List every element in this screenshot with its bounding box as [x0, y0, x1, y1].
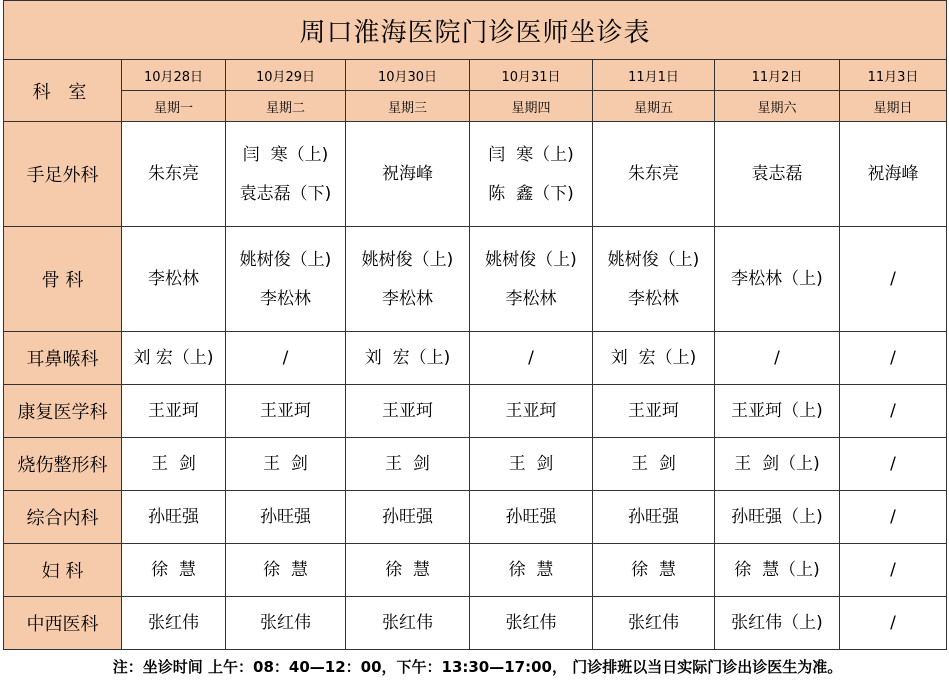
- doctor-cell: [122, 491, 226, 544]
- doctor-name: 王 剑: [508, 454, 554, 474]
- doctor-name: 李松林: [260, 288, 311, 309]
- doctor-cell: [470, 597, 593, 650]
- table-row: [4, 491, 947, 544]
- doctor-name: 李松林: [382, 288, 433, 309]
- doctor-cell: [593, 385, 715, 438]
- doctor-cell: [715, 227, 840, 332]
- doctor-name: 祝海峰: [382, 164, 433, 184]
- doctor-name: 张红伟: [148, 613, 199, 633]
- doctor-cell: [470, 385, 593, 438]
- doctor-name: /: [890, 401, 896, 421]
- footer-note: 注：坐诊时间 上午：08：40—12：00，下午：13:30—17:00， 门诊排班以当日实际门诊出诊医生为准。: [112, 658, 843, 676]
- doctor-name: /: [528, 348, 534, 368]
- doctor-name: 朱东亮: [628, 164, 679, 184]
- doctor-cell: [346, 385, 470, 438]
- weekday-header: 星期二: [226, 91, 346, 122]
- department-name: 烧伤整形科: [4, 438, 122, 491]
- doctor-name: 王亚珂: [382, 401, 433, 421]
- doctor-name: /: [890, 560, 896, 580]
- department-name: 手足外科: [4, 122, 122, 227]
- doctor-name: 王亚珂: [628, 401, 679, 421]
- date-header: 10月29日: [226, 60, 346, 91]
- doctor-name: 孙旺强: [148, 507, 199, 527]
- schedule-table: [3, 0, 947, 650]
- table-row: [4, 597, 947, 650]
- doctor-cell: [122, 438, 226, 491]
- dept-column-header: 科 室: [4, 60, 122, 122]
- doctor-cell: [593, 491, 715, 544]
- doctor-cell: [346, 491, 470, 544]
- doctor-cell: [470, 438, 593, 491]
- doctor-name: /: [890, 454, 896, 474]
- table-row: [4, 438, 947, 491]
- date-header: 11月2日: [715, 60, 840, 91]
- doctor-cell: [715, 332, 840, 385]
- doctor-cell: [470, 491, 593, 544]
- weekday-header: 星期一: [122, 91, 226, 122]
- doctor-name: 李松林: [148, 269, 199, 289]
- doctor-name: 王亚珂: [505, 401, 557, 421]
- date-header: 11月3日: [840, 60, 947, 91]
- doctor-name: 刘 宏（上): [610, 348, 697, 368]
- doctor-cell: [840, 491, 947, 544]
- doctor-name: 刘 宏（上): [133, 348, 214, 368]
- weekday-header: 星期六: [715, 91, 840, 122]
- doctor-name: 姚树俊（上): [361, 249, 454, 270]
- doctor-cell: [226, 227, 346, 332]
- doctor-name: 张红伟: [505, 613, 557, 633]
- doctor-name: 孙旺强: [505, 507, 557, 527]
- doctor-name: 张红伟: [260, 613, 311, 633]
- doctor-cell: [840, 227, 947, 332]
- doctor-name: 祝海峰: [867, 164, 919, 184]
- doctor-cell: [226, 385, 346, 438]
- doctor-name: 张红伟: [628, 613, 679, 633]
- doctor-name: 王 剑: [385, 454, 430, 474]
- doctor-cell: [346, 332, 470, 385]
- doctor-name: 闫 寒（上): [488, 144, 574, 165]
- doctor-name: 王亚珂（上): [731, 401, 823, 421]
- doctor-cell: [715, 491, 840, 544]
- doctor-cell: [840, 544, 947, 597]
- doctor-cell: [226, 438, 346, 491]
- doctor-cell: [346, 227, 470, 332]
- table-row: [4, 544, 947, 597]
- doctor-cell: [122, 544, 226, 597]
- doctor-name: /: [890, 613, 896, 633]
- weekday-header: 星期日: [840, 91, 947, 122]
- doctor-cell: [715, 438, 840, 491]
- doctor-cell: [470, 227, 593, 332]
- doctor-name: 刘 宏（上): [364, 348, 451, 368]
- doctor-name: 姚树俊（上): [485, 249, 577, 270]
- doctor-cell: [840, 385, 947, 438]
- doctor-name: 姚树俊（上): [239, 249, 332, 270]
- date-header: 10月31日: [470, 60, 593, 91]
- doctor-name: 孙旺强（上): [731, 507, 823, 527]
- doctor-name: /: [890, 348, 896, 368]
- doctor-name: 王亚珂: [260, 401, 311, 421]
- doctor-name: 徐 慧: [263, 560, 308, 580]
- doctor-cell: [840, 332, 947, 385]
- doctor-cell: [122, 385, 226, 438]
- doctor-cell: [470, 122, 593, 227]
- doctor-cell: [840, 122, 947, 227]
- doctor-cell: [226, 491, 346, 544]
- doctor-cell: [470, 332, 593, 385]
- weekday-header: 星期五: [593, 91, 715, 122]
- doctor-name: /: [282, 348, 289, 368]
- doctor-cell: [593, 597, 715, 650]
- doctor-name: /: [890, 507, 896, 527]
- date-header: 11月1日: [593, 60, 715, 91]
- table-row: [4, 122, 947, 227]
- doctor-cell: [226, 332, 346, 385]
- doctor-cell: [122, 122, 226, 227]
- doctor-cell: [715, 544, 840, 597]
- doctor-cell: [346, 597, 470, 650]
- doctor-name: 王 剑: [631, 454, 676, 474]
- department-name: 妇 科: [4, 544, 122, 597]
- date-header: 10月28日: [122, 60, 226, 91]
- doctor-name: 李松林（上): [731, 269, 823, 289]
- doctor-cell: [593, 227, 715, 332]
- date-header: 10月30日: [346, 60, 470, 91]
- department-name: 中西医科: [4, 597, 122, 650]
- weekday-header: 星期三: [346, 91, 470, 122]
- doctor-name: 张红伟: [382, 613, 433, 633]
- doctor-name: 袁志磊: [751, 164, 803, 184]
- doctor-name: 孙旺强: [628, 507, 679, 527]
- schedule-sheet: [3, 0, 946, 676]
- doctor-cell: [470, 544, 593, 597]
- doctor-name: 王亚珂: [148, 401, 199, 421]
- doctor-name: 徐 慧: [508, 560, 554, 580]
- doctor-name: 袁志磊（下): [239, 183, 332, 204]
- doctor-name: 孙旺强: [260, 507, 311, 527]
- doctor-cell: [226, 597, 346, 650]
- doctor-name: 徐 慧: [151, 560, 196, 580]
- doctor-name: 李松林: [505, 288, 557, 309]
- doctor-cell: [122, 597, 226, 650]
- doctor-name: 姚树俊（上): [607, 249, 700, 270]
- doctor-cell: [122, 332, 226, 385]
- doctor-name: 王 剑: [151, 454, 196, 474]
- weekday-header: 星期四: [470, 91, 593, 122]
- doctor-cell: [593, 438, 715, 491]
- doctor-name: 王 剑: [263, 454, 308, 474]
- table-row: [4, 332, 947, 385]
- doctor-cell: [593, 122, 715, 227]
- doctor-cell: [715, 385, 840, 438]
- doctor-cell: [226, 122, 346, 227]
- department-name: 康复医学科: [4, 385, 122, 438]
- doctor-cell: [122, 227, 226, 332]
- doctor-cell: [346, 122, 470, 227]
- doctor-name: 王 剑（上): [734, 454, 820, 474]
- page-title: 周口淮海医院门诊医师坐诊表: [4, 1, 947, 60]
- doctor-cell: [226, 544, 346, 597]
- doctor-cell: [715, 122, 840, 227]
- doctor-cell: [840, 597, 947, 650]
- department-name: 综合内科: [4, 491, 122, 544]
- doctor-name: /: [774, 348, 780, 368]
- table-row: [4, 227, 947, 332]
- doctor-name: 徐 慧（上): [734, 560, 820, 580]
- doctor-cell: [593, 544, 715, 597]
- doctor-name: /: [890, 269, 896, 289]
- doctor-cell: [346, 438, 470, 491]
- doctor-name: 张红伟（上): [731, 613, 823, 633]
- table-row: [4, 385, 947, 438]
- department-name: 耳鼻喉科: [4, 332, 122, 385]
- doctor-cell: [840, 438, 947, 491]
- doctor-name: 孙旺强: [382, 507, 433, 527]
- doctor-name: 徐 慧: [385, 560, 430, 580]
- department-name: 骨 科: [4, 227, 122, 332]
- doctor-cell: [715, 597, 840, 650]
- doctor-name: 李松林: [628, 288, 679, 309]
- doctor-name: 闫 寒（上): [242, 144, 329, 165]
- doctor-name: 陈 鑫（下): [488, 183, 574, 204]
- doctor-cell: [593, 332, 715, 385]
- doctor-cell: [346, 544, 470, 597]
- doctor-name: 徐 慧: [631, 560, 676, 580]
- doctor-name: 朱东亮: [148, 164, 199, 184]
